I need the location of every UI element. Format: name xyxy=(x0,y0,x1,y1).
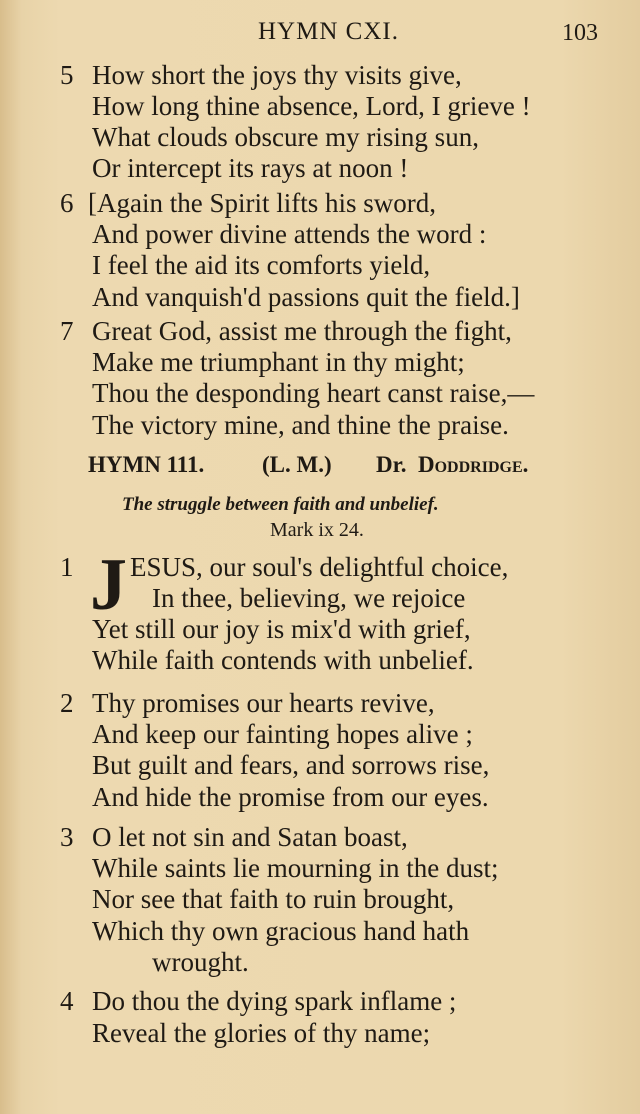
running-title: HYMN CXI. xyxy=(258,18,399,45)
stanza-line: In thee, believing, we rejoice xyxy=(152,583,466,613)
stanza-line: But guilt and fears, and sorrows rise, xyxy=(92,750,490,780)
stanza-line: wrought. xyxy=(152,947,249,977)
stanza-number: 1 xyxy=(60,552,74,582)
page-header xyxy=(0,14,640,54)
hymn-meter: (L. M.) xyxy=(262,452,332,477)
stanza-line: How short the joys thy visits give, xyxy=(92,60,462,90)
hymn-author: Doddridge. xyxy=(418,452,529,477)
stanza-line: While faith contends with unbelief. xyxy=(92,645,474,675)
stanza-line: Thou the desponding heart canst raise,— xyxy=(92,378,535,408)
page-number: 103 xyxy=(562,20,598,46)
stanza-line: Reveal the glories of thy name; xyxy=(92,1018,431,1048)
hymn-scripture: Mark ix 24. xyxy=(270,519,364,541)
stanza-line: ESUS, our soul's delightful choice, xyxy=(130,552,509,582)
stanza-line: The victory mine, and thine the praise. xyxy=(92,410,509,440)
stanza-line: Which thy own gracious hand hath xyxy=(92,916,470,946)
stanza-line: And vanquish'd passions quit the field.] xyxy=(92,282,520,312)
drop-cap: J xyxy=(90,544,127,626)
stanza-line: Make me triumphant in thy might; xyxy=(92,347,465,377)
stanza-line: And power divine attends the word : xyxy=(92,219,487,249)
stanza-line: Nor see that faith to ruin brought, xyxy=(92,884,455,914)
stanza-line: Great God, assist me through the fight, xyxy=(92,316,512,346)
hymn-subtitle: The struggle between faith and unbelief. xyxy=(122,494,439,515)
stanza-number: 6 xyxy=(60,188,74,218)
stanza-number: 3 xyxy=(60,822,74,852)
stanza-line: And hide the promise from our eyes. xyxy=(92,782,489,812)
stanza-number: 2 xyxy=(60,688,74,718)
stanza-line: Yet still our joy is mix'd with grief, xyxy=(92,614,471,644)
stanza-line: How long thine absence, Lord, I grieve ! xyxy=(92,91,531,121)
hymn-heading xyxy=(88,452,588,486)
stanza-line: Or intercept its rays at noon ! xyxy=(92,153,409,183)
stanza-line: What clouds obscure my rising sun, xyxy=(92,122,479,152)
stanza-line: Thy promises our hearts revive, xyxy=(92,688,435,718)
stanza-line: And keep our fainting hopes alive ; xyxy=(92,719,473,749)
stanza-number: 7 xyxy=(60,316,74,346)
stanza-line: I feel the aid its comforts yield, xyxy=(92,250,431,280)
stanza-line: Do thou the dying spark inflame ; xyxy=(92,986,457,1016)
stanza-number: 4 xyxy=(60,986,74,1016)
stanza-line: O let not sin and Satan boast, xyxy=(92,822,408,852)
stanza-line: [Again the Spirit lifts his sword, xyxy=(88,188,436,218)
hymn-number: HYMN 111. xyxy=(88,452,205,477)
stanza-line: While saints lie mourning in the dust; xyxy=(92,853,499,883)
stanza-number: 5 xyxy=(60,60,74,90)
hymn-author-prefix: Dr. xyxy=(376,452,407,477)
